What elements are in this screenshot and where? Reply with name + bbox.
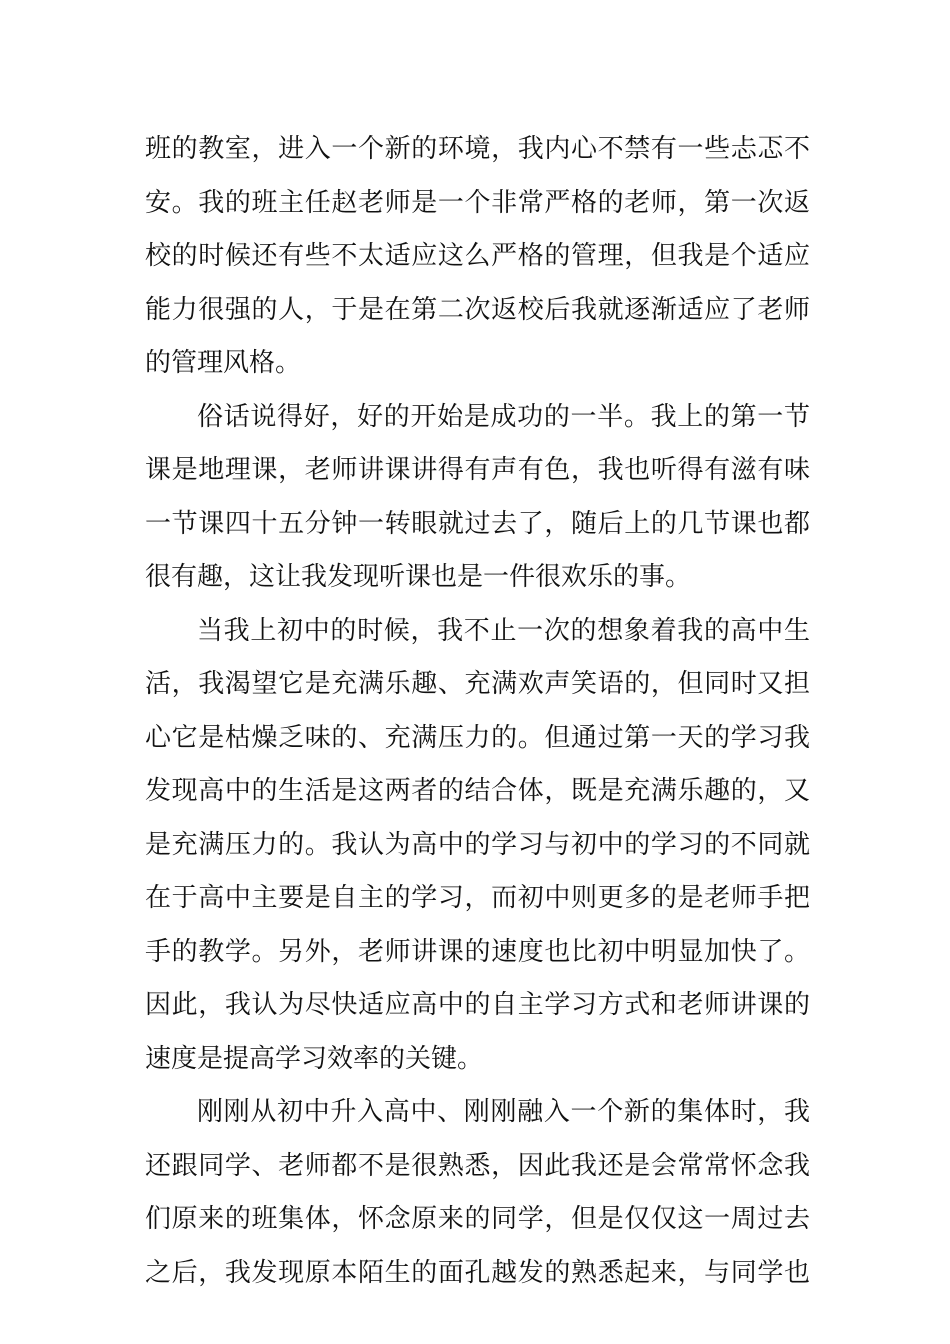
- text-line: 心它是枯燥乏味的、充满压力的。但通过第一天的学习我: [145, 722, 810, 753]
- text-line: 刚刚从初中升入高中、刚刚融入一个新的集体时，我: [197, 1097, 810, 1127]
- text-line: 的管理风格。: [145, 348, 302, 378]
- body-text: [145, 123, 810, 1300]
- text-line: 们原来的班集体，怀念原来的同学，但是仅仅这一周过去: [145, 1204, 810, 1234]
- text-line: 安。我的班主任赵老师是一个非常严格的老师，第一次返: [145, 187, 810, 218]
- text-line: 手的教学。另外，老师讲课的速度也比初中明显加快了。: [145, 936, 810, 967]
- text-line: 当我上初中的时候，我不止一次的想象着我的高中生: [197, 615, 810, 646]
- text-line: 校的时候还有些不太适应这么严格的管理，但我是个适应: [145, 241, 810, 271]
- text-line: 课是地理课，老师讲课讲得有声有色，我也听得有滋有味: [145, 455, 810, 485]
- text-line: 在于高中主要是自主的学习，而初中则更多的是老师手把: [145, 883, 810, 913]
- text-line: 班的教室，进入一个新的环境，我内心不禁有一些忐忑不: [145, 134, 810, 164]
- text-line: 活，我渴望它是充满乐趣、充满欢声笑语的，但同时又担: [145, 669, 810, 699]
- text-line: 一节课四十五分钟一转眼就过去了，随后上的几节课也都: [145, 508, 810, 539]
- paragraph-1: [145, 123, 810, 391]
- text-line: 发现高中的生活是这两者的结合体，既是充满乐趣的，又: [145, 776, 810, 806]
- text-line: 很有趣，这让我发现听课也是一件很欢乐的事。: [145, 562, 692, 592]
- text-line: 之后，我发现原本陌生的面孔越发的熟悉起来，与同学也: [145, 1257, 810, 1288]
- paragraph-2: [145, 391, 810, 605]
- text-line: 速度是提高学习效率的关键。: [145, 1043, 484, 1074]
- paragraph-4: [145, 1086, 810, 1300]
- text-line: 还跟同学、老师都不是很熟悉，因此我还是会常常怀念我: [145, 1150, 810, 1181]
- text-line: 是充满压力的。我认为高中的学习与初中的学习的不同就: [145, 829, 810, 860]
- text-line: 因此，我认为尽快适应高中的自主学习方式和老师讲课的: [145, 990, 810, 1020]
- text-line: 能力很强的人，于是在第二次返校后我就逐渐适应了老师: [145, 294, 810, 325]
- paragraph-3: [145, 605, 810, 1087]
- text-line: 俗话说得好，好的开始是成功的一半。我上的第一节: [197, 401, 810, 432]
